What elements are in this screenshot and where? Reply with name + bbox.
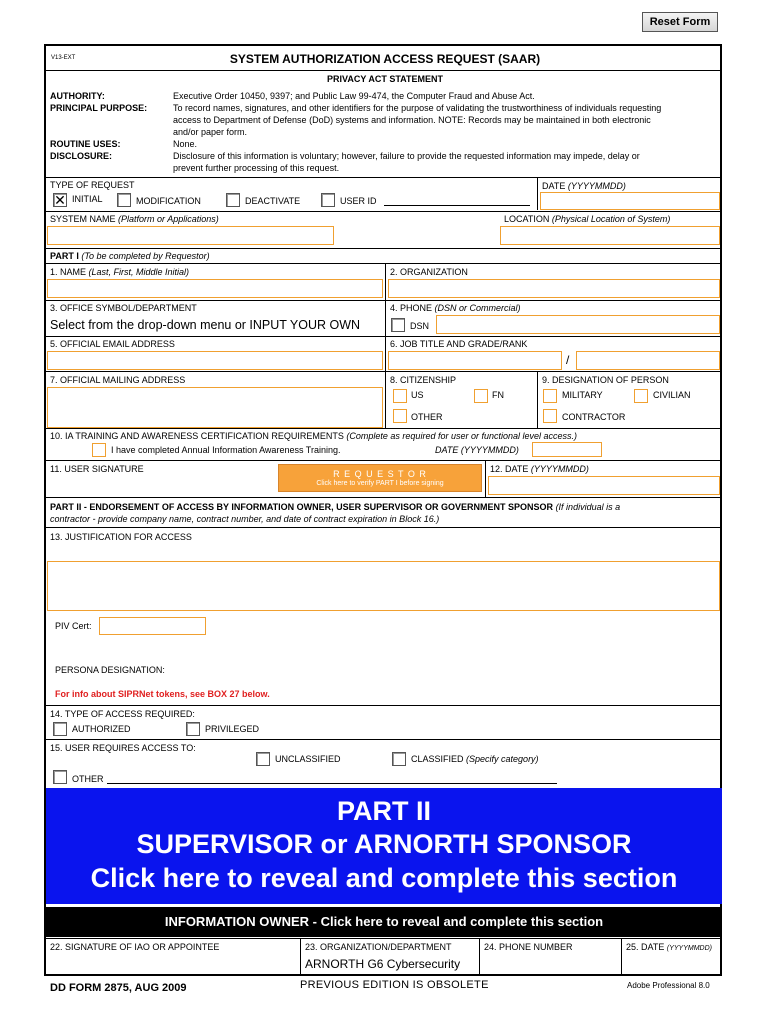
organization-label: 2. ORGANIZATION — [390, 267, 468, 277]
user-signature-label: 11. USER SIGNATURE — [50, 464, 144, 474]
other-citizenship-label: OTHER — [411, 412, 443, 422]
software-note: Adobe Professional 8.0 — [627, 981, 710, 990]
piv-cert-input[interactable] — [99, 617, 206, 635]
contractor-checkbox[interactable] — [543, 409, 557, 423]
dsn-label: DSN — [410, 321, 430, 331]
user-id-checkbox[interactable] — [321, 193, 335, 207]
org-dept-label: 23. ORGANIZATION/DEPARTMENT — [305, 942, 452, 952]
other-citizenship-checkbox[interactable] — [393, 409, 407, 423]
mailing-address-input[interactable] — [47, 387, 383, 428]
other-access-input[interactable] — [107, 783, 557, 784]
type-of-request-label: TYPE OF REQUEST — [50, 180, 135, 190]
disclosure-text-1: Disclosure of this information is voluntary; however, failure to provide the requested information may impede, delay or — [173, 151, 640, 161]
job-separator: / — [566, 353, 570, 367]
name-label: 1. NAME (Last, First, Middle Initial) — [50, 267, 190, 277]
phone-input[interactable] — [436, 315, 720, 334]
form-id: DD FORM 2875, AUG 2009 — [50, 982, 187, 994]
date12-input[interactable] — [488, 476, 720, 495]
organization-input[interactable] — [388, 279, 720, 298]
unclassified-checkbox[interactable] — [256, 752, 270, 766]
training-text: I have completed Annual Information Awareness Training. — [111, 445, 341, 455]
part1-heading: PART I (To be completed by Requestor) — [50, 251, 210, 261]
deactivate-label: DEACTIVATE — [245, 196, 301, 206]
authority-text: Executive Order 10450, 9397; and Public Law 99-474, the Computer Fraud and Abuse Act. — [173, 91, 535, 101]
routine-text: None. — [173, 139, 198, 149]
justification-input[interactable] — [47, 561, 720, 611]
user-id-input[interactable] — [384, 205, 530, 206]
disclosure-label: DISCLOSURE: — [50, 151, 113, 161]
grade-input[interactable] — [576, 351, 720, 370]
dsn-checkbox[interactable] — [391, 318, 405, 332]
military-checkbox[interactable] — [543, 389, 557, 403]
authorized-checkbox[interactable] — [53, 722, 67, 736]
date25-label: 25. DATE (YYYYMMDD) — [626, 942, 712, 952]
military-label: MILITARY — [562, 390, 603, 400]
training-checkbox[interactable] — [92, 443, 106, 457]
privileged-checkbox[interactable] — [186, 722, 200, 736]
disclosure-text-2: prevent further processing of this request. — [173, 163, 340, 173]
part2-reveal-banner[interactable] — [46, 788, 722, 904]
email-label: 5. OFFICIAL EMAIL ADDRESS — [50, 339, 175, 349]
unclassified-label: UNCLASSIFIED — [275, 754, 341, 764]
phone-label: 4. PHONE (DSN or Commercial) — [390, 303, 521, 313]
office-select[interactable]: Select from the drop-down menu or INPUT YOUR OWN — [47, 315, 383, 336]
privileged-label: PRIVILEGED — [205, 724, 260, 734]
banner-line-2: SUPERVISOR or ARNORTH SPONSOR — [136, 829, 632, 859]
phone-number-label: 24. PHONE NUMBER — [484, 942, 573, 952]
location-label: LOCATION (Physical Location of System) — [504, 214, 671, 224]
purpose-text-3: and/or paper form. — [173, 127, 248, 137]
system-name-input[interactable] — [47, 226, 334, 245]
classified-label: CLASSIFIED (Specify category) — [411, 754, 539, 764]
classified-checkbox[interactable] — [392, 752, 406, 766]
user-id-label: USER ID — [340, 196, 377, 206]
access-to-label: 15. USER REQUIRES ACCESS TO: — [50, 743, 196, 753]
name-input[interactable] — [47, 279, 383, 298]
us-label: US — [411, 390, 424, 400]
citizenship-label: 8. CITIZENSHIP — [390, 375, 457, 385]
fn-label: FN — [492, 390, 504, 400]
location-input[interactable] — [500, 226, 720, 245]
authorized-label: AUTHORIZED — [72, 724, 131, 734]
privacy-heading: PRIVACY ACT STATEMENT — [326, 74, 443, 84]
form-title: SYSTEM AUTHORIZATION ACCESS REQUEST (SAAR) — [229, 52, 541, 66]
org-dept-value[interactable]: ARNORTH G6 Cybersecurity — [305, 957, 461, 971]
job-title-label: 6. JOB TITLE AND GRADE/RANK — [390, 339, 528, 349]
email-input[interactable] — [47, 351, 383, 370]
office-label: 3. OFFICE SYMBOL/DEPARTMENT — [50, 303, 197, 313]
civilian-label: CIVILIAN — [653, 390, 691, 400]
training-date-input[interactable] — [532, 442, 602, 457]
request-date-label: DATE (YYYYMMDD) — [542, 181, 626, 191]
siprnet-note: For info about SIPRNet tokens, see BOX 27 below. — [55, 689, 270, 699]
purpose-text-2: access to Department of Defense (DoD) systems and information. NOTE: Records may be maintained in both electronic — [173, 115, 651, 125]
other-access-checkbox[interactable] — [53, 770, 67, 784]
purpose-label: PRINCIPAL PURPOSE: — [50, 103, 148, 113]
purpose-text-1: To record names, signatures, and other identifiers for the purpose of validating the trustworthiness of individuals requesting — [173, 103, 662, 113]
us-checkbox[interactable] — [393, 389, 407, 403]
access-type-label: 14. TYPE OF ACCESS REQUIRED: — [50, 709, 195, 719]
reset-form-button[interactable]: Reset Form — [642, 12, 718, 32]
requestor-verify-button[interactable]: R E Q U E S T O R Click here to verify PART I before signing — [278, 464, 482, 492]
contractor-label: CONTRACTOR — [562, 412, 626, 422]
training-label: 10. IA TRAINING AND AWARENESS CERTIFICATION REQUIREMENTS (Complete as required for user or functional level access.) — [50, 431, 578, 441]
date12-label: 12. DATE (YYYYMMDD) — [490, 464, 589, 474]
modification-label: MODIFICATION — [136, 196, 201, 206]
info-owner-reveal-bar[interactable]: INFORMATION OWNER - Click here to reveal and complete this section — [46, 907, 722, 937]
training-date-label: DATE (YYYYMMDD) — [435, 445, 519, 455]
deactivate-checkbox[interactable] — [226, 193, 240, 207]
other-access-label: OTHER — [72, 774, 104, 784]
fn-checkbox[interactable] — [474, 389, 488, 403]
banner-line-3: Click here to reveal and complete this section — [90, 863, 678, 893]
initial-label: INITIAL — [72, 194, 103, 204]
mailing-address-label: 7. OFFICIAL MAILING ADDRESS — [50, 375, 186, 385]
obsolete-note: PREVIOUS EDITION IS OBSOLETE — [300, 979, 489, 991]
request-date-input[interactable] — [540, 192, 720, 210]
routine-label: ROUTINE USES: — [50, 139, 121, 149]
designation-label: 9. DESIGNATION OF PERSON — [542, 375, 669, 385]
initial-checkbox[interactable]: ✕ — [54, 192, 66, 208]
civilian-checkbox[interactable] — [634, 389, 648, 403]
modification-checkbox[interactable] — [117, 193, 131, 207]
job-title-input[interactable] — [388, 351, 562, 370]
banner-line-1: PART II — [337, 796, 431, 826]
form-version: V13-EXT — [51, 55, 76, 61]
persona-designation-label: PERSONA DESIGNATION: — [55, 665, 165, 675]
iao-signature-label: 22. SIGNATURE OF IAO OR APPOINTEE — [50, 942, 220, 952]
authority-label: AUTHORITY: — [50, 91, 105, 101]
system-name-label: SYSTEM NAME (Platform or Applications) — [50, 214, 219, 224]
piv-cert-label: PIV Cert: — [55, 621, 92, 631]
justification-label: 13. JUSTIFICATION FOR ACCESS — [50, 532, 192, 542]
part2-heading: PART II - ENDORSEMENT OF ACCESS BY INFORMATION OWNER, USER SUPERVISOR OR GOVERNMENT SPONSOR (If individual is a contractor - provide company name, contract number, and date of contract expiration in Block 16.) — [50, 502, 621, 524]
